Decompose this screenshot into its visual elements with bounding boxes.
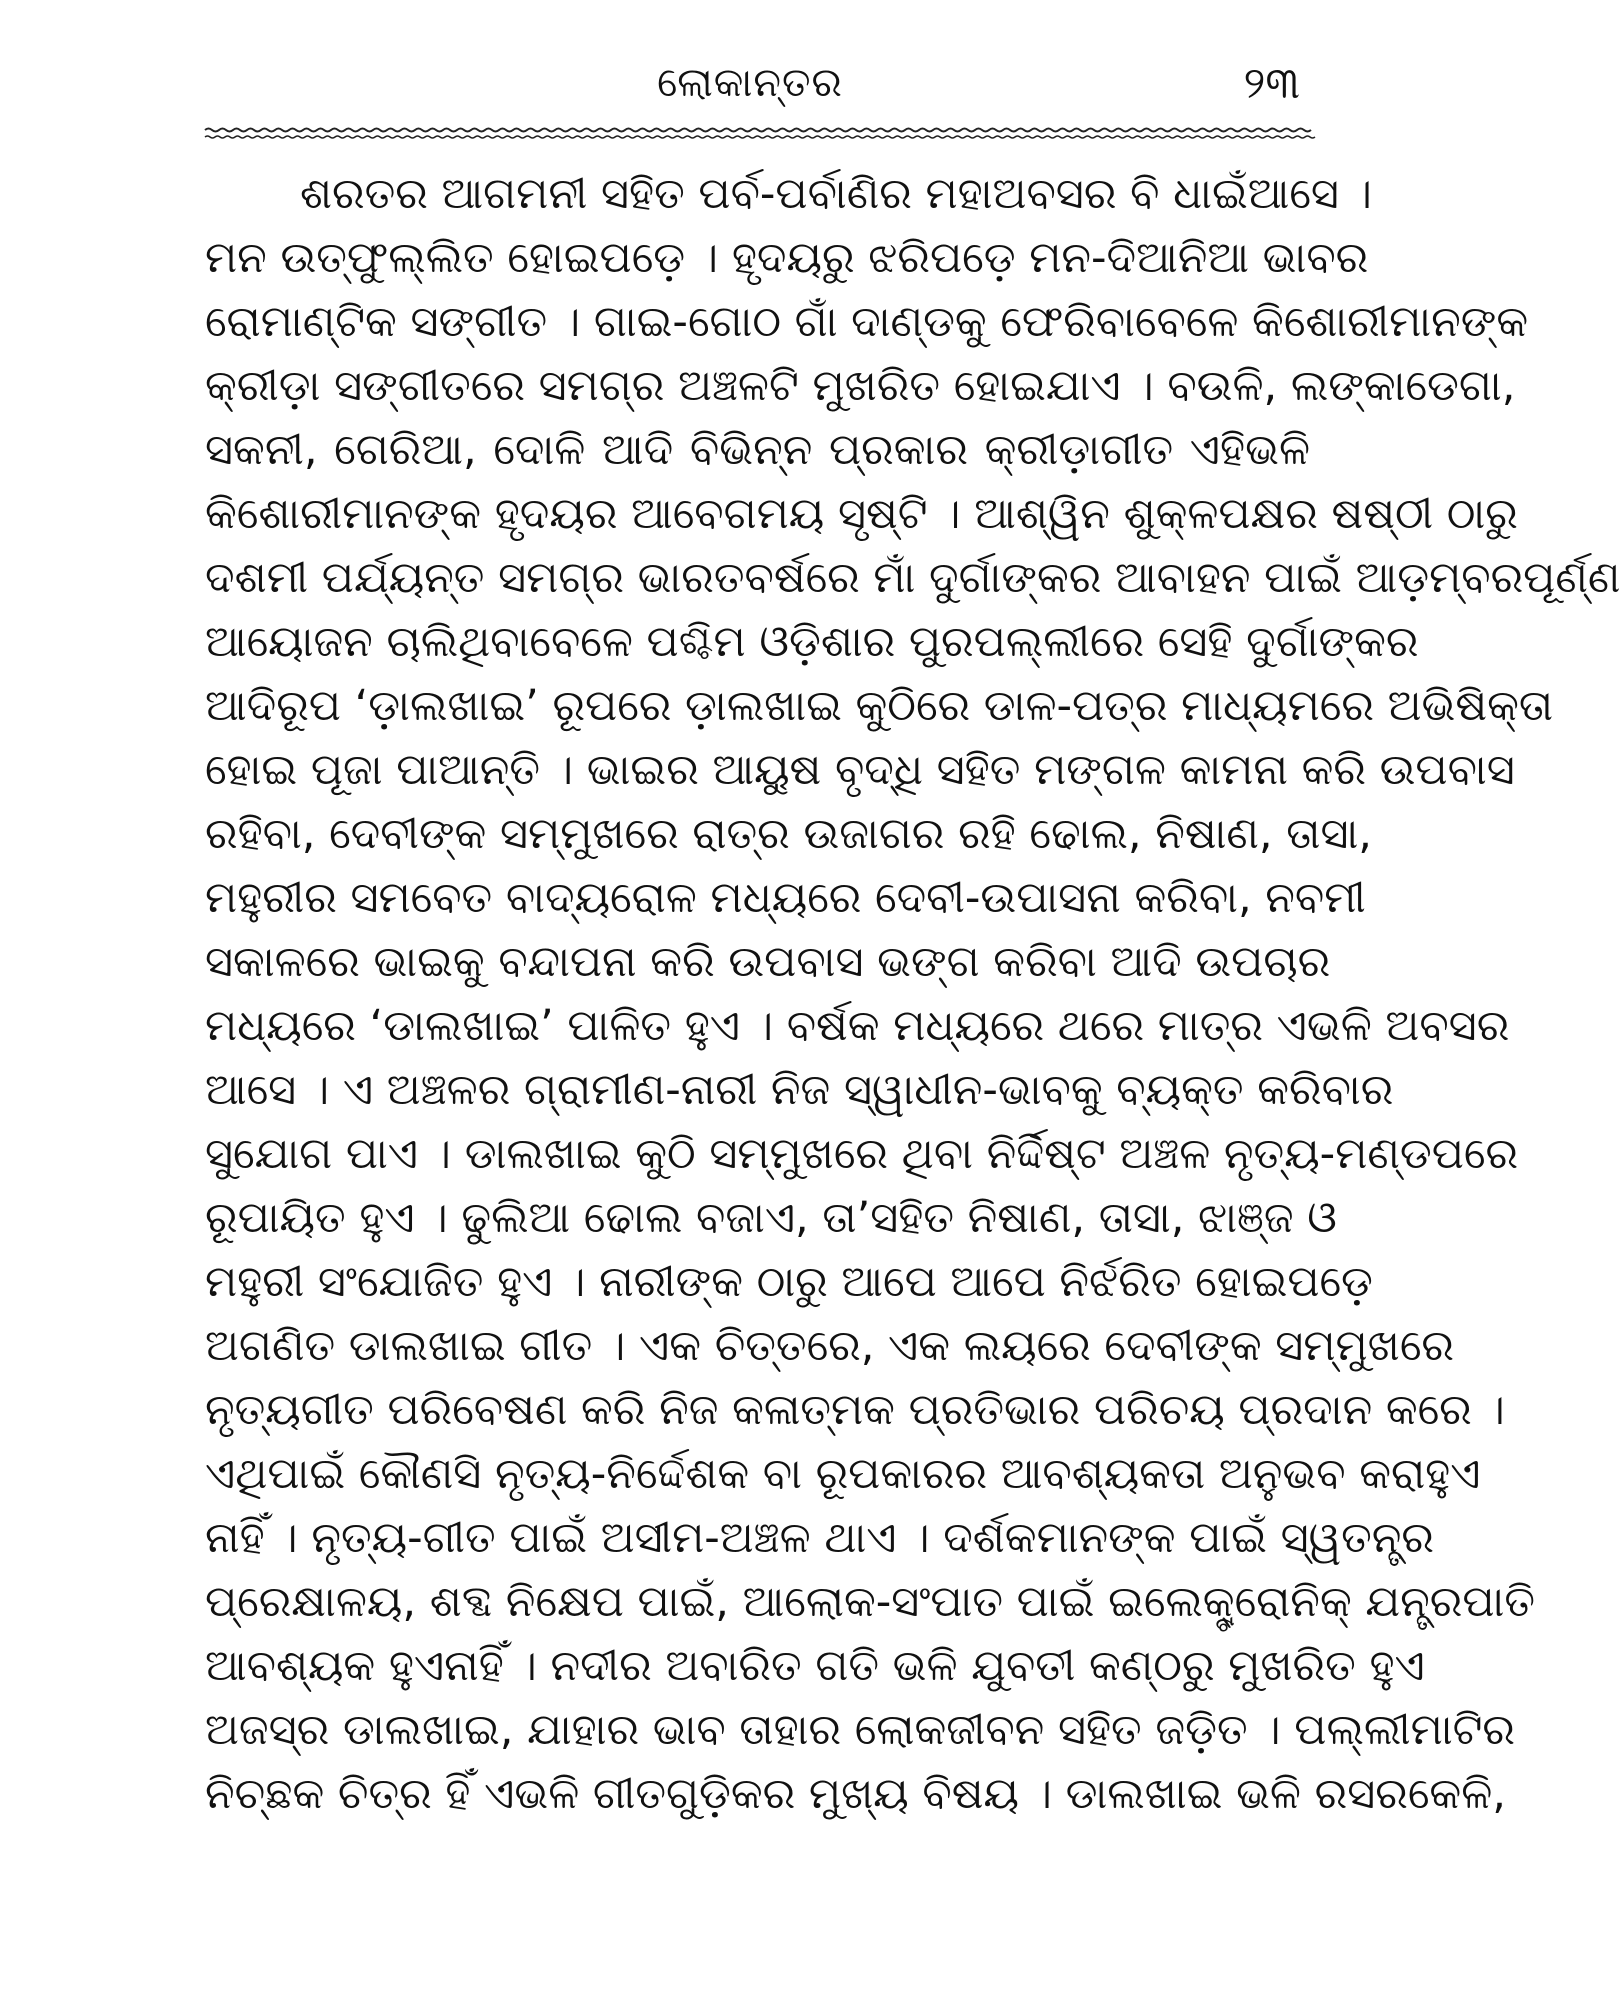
wavy-rule-divider xyxy=(205,122,1310,144)
text-line: ଅଗଣିତ ଡାଲଖାଇ ଗୀତ । ଏକ ଚିତ୍ତରେ, ଏକ ଲୟରେ ଦେବୀଙ୍କ ସମ୍ମୁଖରେ xyxy=(205,1321,1454,1371)
text-line: ଆୟୋଜନ ଚାଲିଥିବାବେଳେ ପଶ୍ଚିମ ଓଡ଼ିଶାର ପୁରପଲ୍ଲୀରେ ସେହି ଦୁର୍ଗାଙ୍କର xyxy=(205,617,1419,667)
text-line: ନାହିଁ । ନୃତ୍ୟ-ଗୀତ ପାଇଁ ଅସୀମ-ଅଞ୍ଚଳ ଥାଏ । ଦର୍ଶକମାନଙ୍କ ପାଇଁ ସ୍ୱତନ୍ତ୍ର xyxy=(205,1513,1435,1563)
text-line: ମହୁରୀର ସମବେତ ବାଦ୍ୟରୋଳ ମଧ୍ୟରେ ଦେବୀ-ଉପାସନା କରିବା, ନବମୀ xyxy=(205,873,1366,923)
text-line: ହୋଇ ପୂଜା ପାଆନ୍ତି । ଭାଇର ଆୟୁଷ ବୃଦ୍ଧି ସହିତ ମଙ୍ଗଳ କାମନା କରି ଉପବାସ xyxy=(205,745,1515,795)
text-line: ଦଶମୀ ପର୍ଯ୍ୟନ୍ତ ସମଗ୍ର ଭାରତବର୍ଷରେ ମାଁ ଦୁର୍ଗାଙ୍କର ଆବାହନ ପାଇଁ ଆଡ଼ମ୍ବରପୂର୍ଣ୍ଣ xyxy=(205,553,1620,603)
text-line: ସକନୀ, ଗେରିଆ, ଦୋଳି ଆଦି ବିଭିନ୍ନ ପ୍ରକାର କ୍ରୀଡ଼ାଗୀତ ଏହିଭଳି xyxy=(205,425,1310,475)
text-line: ଆଦିରୂପ ‘ଡ଼ାଲଖାଇ’ ରୂପରେ ଡ଼ାଲଖାଇ କୁଠିରେ ଡାଳ-ପତ୍ର ମାଧ୍ୟମରେ ଅଭିଷିକ୍ତା xyxy=(205,681,1554,731)
text-line: ସକାଳରେ ଭାଇକୁ ବନ୍ଦାପନା କରି ଉପବାସ ଭଙ୍ଗ କରିବା ଆଦି ଉପଚାର xyxy=(205,937,1331,987)
text-line: ମନ ଉତ୍‌ଫୁଲ୍ଲିତ ହୋଇପଡ଼େ । ହୃଦୟରୁ ଝରିପଡ଼େ ମନ-ଦିଆନିଆ ଭାବର xyxy=(205,233,1369,283)
text-line: ଶରତର ଆଗମନୀ ସହିତ ପର୍ବ-ପର୍ବାଣିର ମହାଅବସର ବି ଧାଇଁଆସେ । xyxy=(300,169,1372,219)
text-line: ସୁଯୋଗ ପାଏ । ଡାଲଖାଇ କୁଠି ସମ୍ମୁଖରେ ଥିବା ନିର୍ଦ୍ଦିଷ୍ଟ ଅଞ୍ଚଳ ନୃତ୍ୟ-ମଣ୍ଡପରେ xyxy=(205,1129,1519,1179)
text-line: ଅଜସ୍ର ଡାଲଖାଇ, ଯାହାର ଭାବ ତାହାର ଲୋକଜୀବନ ସହିତ ଜଡ଼ିତ । ପଲ୍ଲୀମାଟିର xyxy=(205,1705,1516,1755)
text-line: ପ୍ରେକ୍ଷାଳୟ, ଶବ୍ଦ ନିକ୍ଷେପ ପାଇଁ, ଆଲୋକ-ସଂପାତ ପାଇଁ ଇଲେକ୍ଟ୍ରୋନିକ୍ ଯନ୍ତ୍ରପାତି xyxy=(205,1577,1535,1627)
running-head xyxy=(0,58,1500,128)
text-line: ରୂପାୟିତ ହୁଏ । ଢୁଲିଆ ଢୋଲ ବଜାଏ, ତା’ସହିତ ନିଷାଣ, ତାସା, ଝାଞ୍ଜ ଓ xyxy=(205,1193,1337,1243)
text-line: ମହୁରୀ ସଂଯୋଜିତ ହୁଏ । ନାରୀଙ୍କ ଠାରୁ ଆପେ ଆପେ ନିର୍ଝରିତ ହୋଇପଡ଼େ xyxy=(205,1257,1373,1307)
page-number: ୨୩ xyxy=(1243,58,1300,109)
running-title: ଲୋକାନ୍ତର xyxy=(657,60,843,106)
text-line: କିଶୋରୀମାନଙ୍କ ହୃଦୟର ଆବେଗମୟ ସୃଷ୍ଟି । ଆଶ୍ୱିନ ଶୁକ୍ଳପକ୍ଷର ଷଷ୍ଠୀ ଠାରୁ xyxy=(205,489,1518,539)
text-line: ନୃତ୍ୟଗୀତ ପରିବେଷଣ କରି ନିଜ କଳାତ୍ମକ ପ୍ରତିଭାର ପରିଚୟ ପ୍ରଦାନ କରେ । xyxy=(205,1385,1505,1435)
text-line: କ୍ରୀଡ଼ା ସଙ୍ଗୀତରେ ସମଗ୍ର ଅଞ୍ଚଳଟି ମୁଖରିତ ହୋଇଯାଏ । ବଉଳି, ଲଙ୍କାଡେଗା, xyxy=(205,361,1516,411)
text-line: ରହିବା, ଦେବୀଙ୍କ ସମ୍ମୁଖରେ ରାତ୍ର ଉଜାଗର ରହି ଢୋଲ, ନିଷାଣ, ତାସା, xyxy=(205,809,1372,859)
text-line: ଆବଶ୍ୟକ ହୁଏନାହିଁ । ନଦୀର ଅବାରିତ ଗତି ଭଳି ଯୁବତୀ କଣ୍ଠରୁ ମୁଖରିତ ହୁଏ xyxy=(205,1641,1425,1691)
text-line: ରୋମାଣ୍ଟିକ ସଙ୍ଗୀତ । ଗାଇ-ଗୋଠ ଗାଁ ଦାଣ୍ଡକୁ ଫେରିବାବେଳେ କିଶୋରୀମାନଙ୍କ xyxy=(205,297,1529,347)
text-line: ମଧ୍ୟରେ ‘ଡାଲଖାଇ’ ପାଳିତ ହୁଏ । ବର୍ଷକ ମଧ୍ୟରେ ଥରେ ମାତ୍ର ଏଭଳି ଅବସର xyxy=(205,1001,1510,1051)
text-line: ଆସେ । ଏ ଅଞ୍ଚଳର ଗ୍ରାମୀଣ-ନାରୀ ନିଜ ସ୍ୱାଧୀନ-ଭାବକୁ ବ୍ୟକ୍ତ କରିବାର xyxy=(205,1065,1394,1115)
text-line: ଏଥିପାଇଁ କୌଣସି ନୃତ୍ୟ-ନିର୍ଦ୍ଦେଶକ ବା ରୂପକାରର ଆବଶ୍ୟକତା ଅନୁଭବ କରାହୁଏ xyxy=(205,1449,1481,1499)
text-line: ନିଚ୍ଛକ ଚିତ୍ର ହିଁ ଏଭଳି ଗୀତଗୁଡ଼ିକର ମୁଖ୍ୟ ବିଷୟ । ଡାଲଖାଇ ଭଳି ରସରକେଳି, xyxy=(205,1769,1506,1819)
body-text xyxy=(205,162,1620,1826)
